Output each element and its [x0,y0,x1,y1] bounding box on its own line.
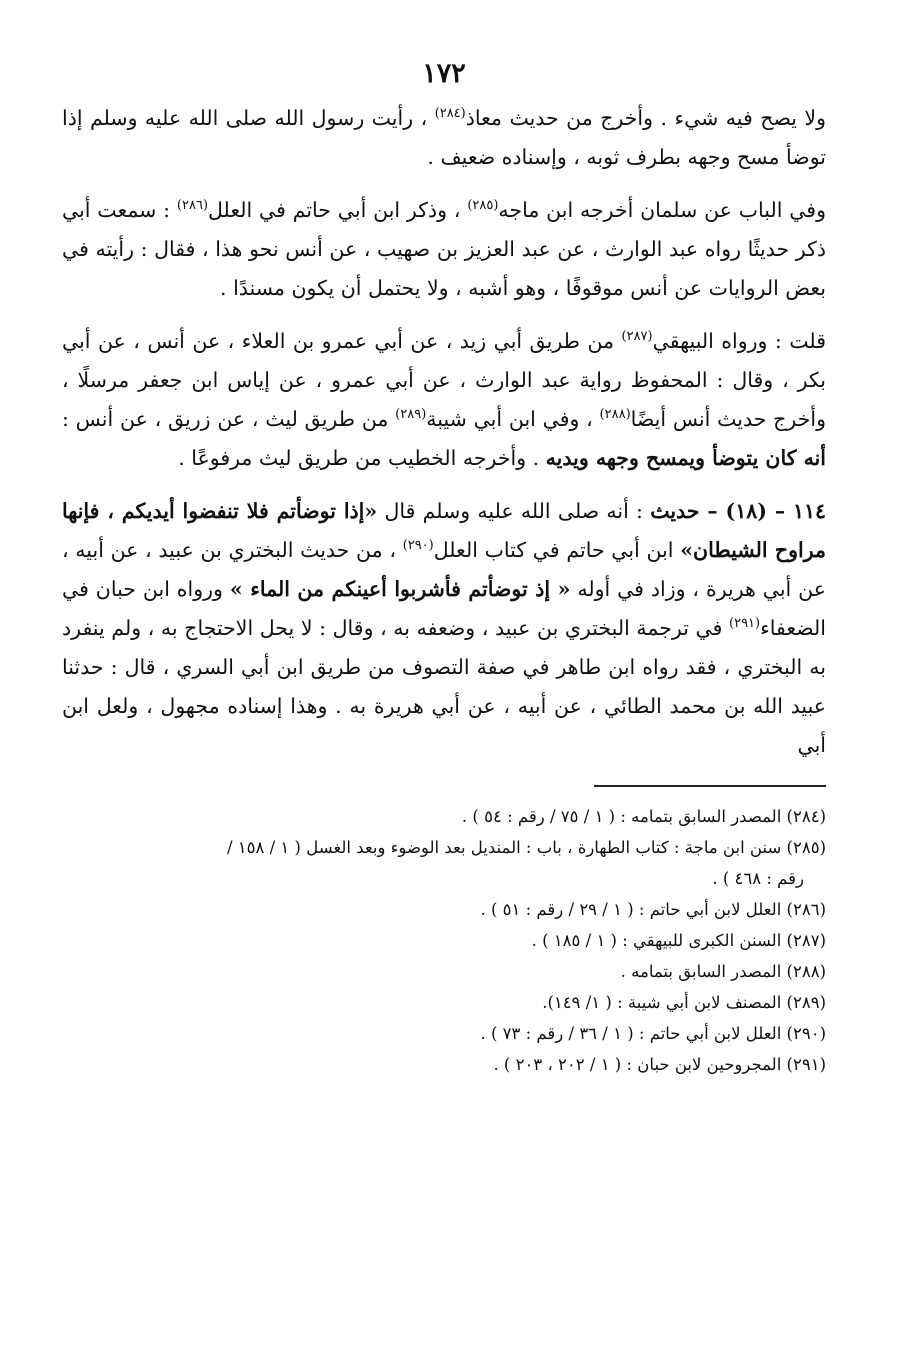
page-number: ١٧٢ [422,58,466,89]
footnote [62,894,826,925]
footnotes [62,801,826,1080]
text-segment: ابن أبي حاتم في كتاب العلل [433,538,681,562]
text-segment: ولا يصح فيه شيء . وأخرج من حديث معاذ [465,106,826,130]
text-segment: من طريق أبي زيد ، عن أبي عمرو بن العلاء ، عن أنس ، عن أبي بكر ، وقال : المحفوظ رواية عبد الوارث ، عن أبي عمرو ، عن إياس ابن جعفر مرسلًا ، وأخرج حديث أنس أيضًا [62,329,826,431]
text-segment: في ترجمة البختري بن عبيد ، وضعفه به ، وقال : لا يحل الاحتجاج به ، ولم ينفرد به البختري ، فقد رواه ابن طاهر في صفة التصوف من طريق ابن أبي السري ، قال : حدثنا عبيد الله بن محمد الطائي ، عن أبيه ، عن أبي هريرة به . وهذا إسناده مجهول ، ولعل ابن أبي [62,616,826,757]
footnote-ref[interactable]: (٢٨٧) [621,329,653,345]
footnote-ref[interactable]: (٢٨٩) [395,407,427,423]
paragraph [62,322,826,478]
footnote-text: (٢٨٥) سنن ابن ماجة : كتاب الطهارة ، باب : المنديل بعد الوضوء وبعد الغسل ( ١ / ١٥٨ / [226,838,826,857]
footnote [62,925,826,956]
footnote-text: (٢٨٧) السنن الكبرى للبيهقي : ( ١ / ١٨٥ ) . [531,931,826,950]
footnote [62,987,826,1018]
text-segment: ، رأيت رسول الله صلى الله عليه وسلم إذا توضأ مسح وجهه بطرف ثوبه ، وإسناده ضعيف . [62,106,826,169]
footnote [62,1049,826,1080]
text-segment: وفي الباب عن سلمان أخرجه ابن ماجه [498,198,827,222]
footnote-text: (٢٨٦) العلل لابن أبي حاتم : ( ١ / ٢٩ / رقم : ٥١ ) . [480,900,826,919]
footnote-ref[interactable]: (٢٨٤) [434,106,466,122]
text-segment: قلت : ورواه البيهقي [652,329,827,353]
footnote-separator [594,785,826,787]
footnote-ref[interactable]: (٢٩١) [729,616,761,632]
text-segment: ، وذكر ابن أبي حاتم في العلل [208,198,468,222]
footnote [62,832,826,894]
footnote-text: (٢٩٠) العلل لابن أبي حاتم : ( ١ / ٣٦ / رقم : ٧٣ ) . [480,1024,826,1043]
footnote-ref[interactable]: (٢٨٨) [599,407,631,423]
bold-text: «إذا توضأتم فلا تنفضوا أيديكم ، فإنها مراوح الشيطان» [62,499,826,562]
footnote-text: (٢٨٤) المصدر السابق بتمامه : ( ١ / ٧٥ / رقم : ٥٤ ) . [461,807,826,826]
book-page [62,58,826,1080]
footnote-text: (٢٩١) المجروحين لابن حبان : ( ١ / ٢٠٢ ، ٢٠٣ ) . [493,1055,826,1074]
footnote-text: (٢٨٨) المصدر السابق بتمامه . [620,962,826,981]
footnote [62,801,826,832]
footnote-ref[interactable]: (٢٩٠) [402,538,434,554]
text-segment: ، وفي ابن أبي شيبة [426,407,600,431]
footnote-ref[interactable]: (٢٨٥) [467,198,499,214]
body-text [62,99,826,765]
paragraph [62,492,826,765]
footnote-continuation: رقم : ٤٦٨ ) . [712,869,804,888]
text-segment: ورواه ابن حبان في الضعفاء [62,577,826,640]
text-segment: من طريق ليث ، عن زريق ، عن أنس : [62,407,396,431]
bold-text: « إذ توضأتم فأشربوا أعينكم من الماء » [229,577,571,601]
footnote-text: (٢٨٩) المصنف لابن أبي شيبة : ( ١/ ١٤٩). [542,993,826,1012]
text-segment: . وأخرجه الخطيب من طريق ليث مرفوعًا . [178,446,546,470]
footnote-ref[interactable]: (٢٨٦) [176,198,209,214]
paragraph [62,191,826,308]
footnote [62,1018,826,1049]
paragraph [62,99,826,177]
bold-text: ١١٤ – (١٨) – حديث [650,499,826,523]
footnote [62,956,826,987]
text-segment: : أنه صلى الله عليه وسلم قال [377,499,651,523]
text-segment: ، من حديث البختري بن عبيد ، عن أبيه ، عن أبي هريرة ، وزاد في أوله [62,538,826,601]
text-segment: : سمعت أبي ذكر حديثًا رواه عبد الوارث ، عن عبد العزيز بن صهيب ، عن أنس نحو هذا ، فقال : رأيته في بعض الروايات عن أنس موقوفًا ، وهو أشبه ، ولا يحتمل أن يكون مسندًا . [62,198,826,300]
bold-text: أنه كان يتوضأ ويمسح وجهه ويديه [545,446,826,470]
